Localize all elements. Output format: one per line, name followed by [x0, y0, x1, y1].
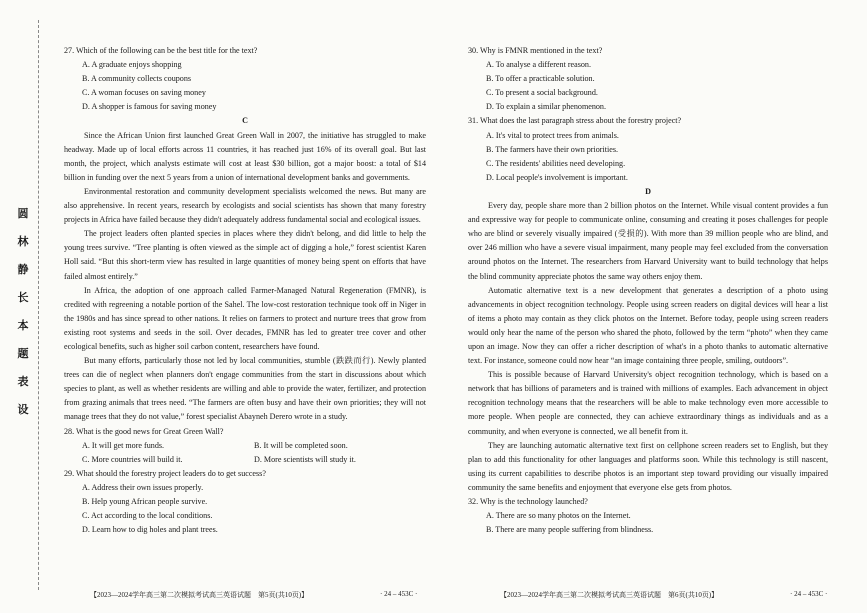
section-c-heading: C [242, 116, 248, 126]
q29-option-a: A. Address their own issues properly. [82, 482, 204, 492]
side-char: 长 [17, 292, 29, 304]
question-30: 30. Why is FMNR mentioned in the text? [468, 46, 603, 55]
q31-option-a: A. It's vital to protect trees from animals. [486, 130, 619, 140]
binding-margin-text [14, 200, 32, 424]
footer-right-code: · 24 – 453C · [790, 590, 828, 598]
q27-option-a: A. A graduate enjoys shopping [82, 60, 182, 70]
footer-right: 【2023—2024学年高三第二次模拟考试高三英语试题 第6页(共10页)】 [500, 591, 719, 599]
section-d-heading: D [645, 186, 651, 196]
passage-d-paragraph-2: Automatic alternative text is a new development that generates a description of a photo using advancements in object recognition technology. People using screen readers on digital devices will hear a list of items a photo may contain as they click photos on the Internet. Before today, people using screen readers would only hear the name of the person who shared the photo, followed by the term “photo” when they came upon an image. Now they can offer a richer description of what's in a photo thanks to automatic alternative text. For instance, someone could now hear “an image containing three people, smiling, outdoors”. [468, 285, 828, 366]
q28-options-row-1 [64, 439, 426, 453]
footer-left-code: · 24 – 453C · [380, 590, 418, 598]
q31-option-b: B. The farmers have their own priorities. [486, 144, 619, 154]
q31-option-d: D. Local people's involvement is important. [486, 172, 628, 182]
q30-option-c: C. To present a social background. [486, 88, 598, 98]
q27-option-c: C. A woman focuses on saving money [82, 88, 206, 98]
q30-option-a: A. To analyse a different reason. [486, 60, 591, 70]
side-char: 表 [17, 376, 29, 388]
q32-option-b: B. There are many people suffering from blindness. [486, 525, 654, 535]
q31-option-c: C. The residents' abilities need developing. [486, 158, 626, 168]
question-29: 29. What should the forestry project leaders do to get success? [64, 468, 266, 478]
side-char: 林 [17, 236, 29, 248]
q28-option-d: D. More scientists will study it. [254, 454, 356, 464]
footer-left: 【2023—2024学年高三第二次模拟考试高三英语试题 第5页(共10页)】 [90, 591, 309, 599]
side-char: 圆 [17, 208, 29, 220]
binding-line [38, 20, 39, 590]
right-column [468, 44, 828, 537]
q32-option-a: A. There are so many photos on the Internet. [486, 511, 631, 521]
question-31: 31. What does the last paragraph stress about the forestry project? [468, 116, 682, 126]
question-32: 32. Why is the technology launched? [468, 497, 588, 506]
q29-option-b: B. Help young African people survive. [82, 497, 208, 506]
passage-c-paragraph-1: Since the African Union first launched Great Green Wall in 2007, the initiative has struggled to make headway. Made up of local efforts across 11 countries, it has reached just 16% of its overall goal. But last month, the project, which analysts estimate will cost at least $30 billion, got a major boost: a total of $14 billion in funding over the next 5 years from a union of international development banks and governments. [64, 130, 426, 182]
q27-option-b: B. A community collects coupons [82, 74, 192, 84]
q28-option-c: C. More countries will build it. [82, 454, 183, 464]
side-char: 设 [17, 404, 29, 416]
q28-option-b: B. It will be completed soon. [254, 440, 348, 450]
passage-c-paragraph-5: But many efforts, particularly those not led by local communities, stumble (跌跌而行). Newly planted trees can die of neglect when planners don't engage communities from the start in discussions about which species to plant, as well as whether residents are willing and able to provide the water, fertilizer, and protection from grazing animals that trees need. “The farmers are often busy and have their own priorities; they will not manage trees that they do not value,” forest specialist Abayneh Derero wrote in a study. [64, 356, 426, 422]
q29-option-d: D. Learn how to dig holes and plant trees. [82, 525, 218, 535]
left-column [64, 44, 426, 537]
passage-d-paragraph-4: They are launching automatic alternative text first on cellphone screen readers set to English, but they plan to add this functionality for other languages and platforms soon. While this technology is still nascent, using its current capabilities to describe photos is an important step toward providing our visually impaired community the same benefits and enjoyment that everyone else gets from photos. [468, 440, 828, 492]
q28-options-row-2 [64, 453, 426, 467]
question-27: 27. Which of the following can be the best title for the text? [64, 46, 258, 55]
q30-option-d: D. To explain a similar phenomenon. [486, 102, 606, 112]
passage-c-paragraph-4: In Africa, the adoption of one approach called Farmer-Managed Natural Regeneration (FMNR), is credited with regreening a notable portion of the Sahel. The low-cost restoration technique took off in Niger in the 1980s and has since spread to other nations. It relies on farmers to protect and nurture trees that grow from existing root systems and seeds in the soil. Over decades, FMNR has led to greater tree cover and other ecological benefits, such as higher soil carbon content, researchers have found. [64, 285, 426, 351]
q28-option-a: A. It will get more funds. [82, 440, 165, 450]
side-char: 本 [17, 320, 29, 332]
side-char: 静 [17, 264, 29, 276]
q27-option-d: D. A shopper is famous for saving money [82, 102, 217, 112]
question-28: 28. What is the good news for Great Green Wall? [64, 426, 224, 436]
side-char: 题 [17, 348, 29, 360]
q30-option-b: B. To offer a practicable solution. [486, 74, 595, 84]
passage-c-paragraph-2: Environmental restoration and community development specialists welcomed the news. But many are also apprehensive. In recent years, research by ecologists and social scientists has shown that many forestry projects in Africa have failed because they didn't adequately address fundamental social and ecological issues. [64, 186, 426, 225]
passage-d-paragraph-1: Every day, people share more than 2 billion photos on the Internet. While visual content provides a fun and expressive way for people to communicate online, consuming and creating it poses challenges for people who are blind or severely visually impaired (受损的). With more than 39 million people who are blind, and over 246 million who have a severe visual impairment, many people may feel excluded from the conversation around photos on the Internet. The researchers from Harvard University want to build technology that helps the blind community appreciate photos the same way others enjoy them. [468, 201, 828, 281]
passage-d-paragraph-3: This is possible because of Harvard University's object recognition technology, which is based on a network that has billions of parameters and is trained with millions of examples. Each advancement in object recognition technology means that the researchers will be able to make technology even more accessible to more people. When people are connected, they can achieve extraordinary things as individuals and as a community, and when everyone is connected, we all benefit from it. [468, 370, 828, 436]
q29-option-c: C. Act according to the local conditions. [82, 511, 213, 521]
passage-c-paragraph-3: The project leaders often planted species in places where they didn't belong, and did little to help the young trees survive. “Tree planting is often viewed as the simple act of digging a hole,” forest scientist Karen Holl said. “But this short-term view has resulted in large quantities of money being spent on efforts that have failed almost entirely.” [64, 229, 426, 281]
